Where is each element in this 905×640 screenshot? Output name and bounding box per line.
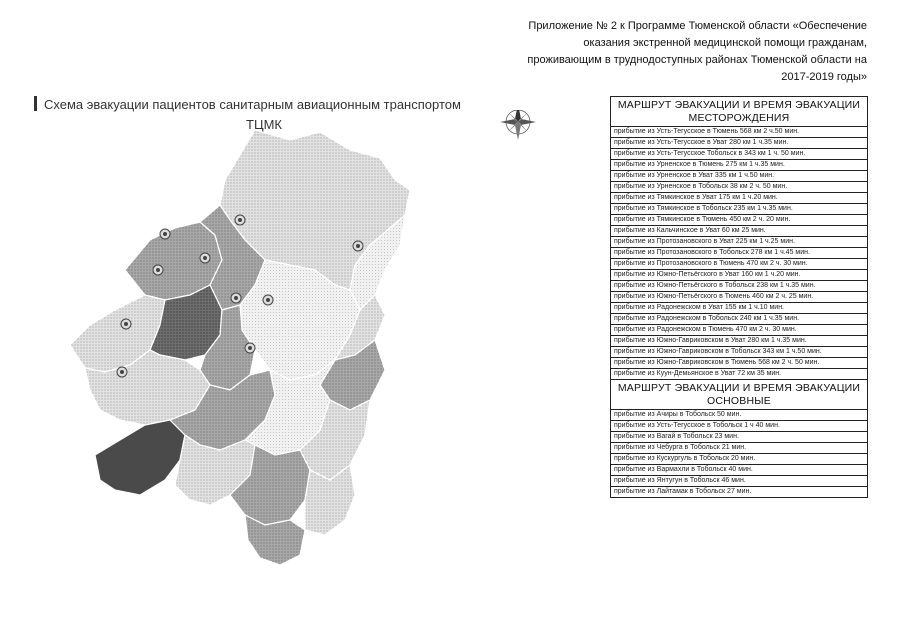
route-row: прибытие из Южно-Гавриковском в Тобольск 343 км 1 ч.50 мин. (611, 347, 867, 358)
route-row: прибытие из Тямкинское в Тюмень 450 км 2 ч. 20 мин. (611, 215, 867, 226)
route-row: прибытие из Радонежском в Тюмень 470 км 2 ч. 30 мин. (611, 325, 867, 336)
route-row: прибытие из Вагай в Тобольск 23 мин. (611, 432, 867, 443)
route-row: прибытие из Кускургуль в Тобольск 20 мин. (611, 454, 867, 465)
route-row: прибытие из Урненское в Тобольск 38 км 2 ч. 50 мин. (611, 182, 867, 193)
compass-rose-icon (500, 110, 536, 140)
route-row: прибытие из Тямкинское в Тобольск 235 км 1 ч.35 мин. (611, 204, 867, 215)
map-title-line1: Схема эвакуации пациентов санитарным авиационным транспортом (44, 97, 461, 112)
route-row: прибытие из Южно-Петьёгского в Тюмень 460 км 2 ч. 25 мин. (611, 292, 867, 303)
helicopter-pin-icon (160, 229, 170, 239)
region-bottom-south (245, 515, 305, 565)
appendix-note-line: проживающим в труднодоступных районах Тюменской области на (527, 54, 867, 66)
deposits-heading-line1: МАРШРУТ ЭВАКУАЦИИ И ВРЕМЯ ЭВАКУАЦИИ (617, 99, 861, 111)
route-row: прибытие из Усть-Тегусское в Тюмень 568 км 2 ч.50 мин. (611, 127, 867, 138)
appendix-note-line: оказания экстренной медицинской помощи гражданам, (583, 37, 867, 49)
helicopter-pin-icon (200, 253, 210, 263)
route-row: прибытие из Усть-Тегусское Тобольск в 343 км 1 ч. 50 мин. (611, 149, 867, 160)
route-row: прибытие из Южно-Гавриковском в Тюмень 568 км 2 ч. 50 мин. (611, 358, 867, 369)
route-row: прибытие из Протозановского в Уват 225 км 1 ч.25 мин. (611, 237, 867, 248)
helicopter-pin-icon (245, 343, 255, 353)
main-heading-line2: ОСНОВНЫЕ (707, 395, 771, 407)
route-row: прибытие из Куун-Демьянское в Уват 72 км 35 мин. (614, 370, 782, 377)
route-row: прибытие из Чебурга в Тобольск 21 мин. (611, 443, 867, 454)
route-row: прибытие из Южно-Гавриковском в Уват 280 км 1 ч.35 мин. (611, 336, 867, 347)
helicopter-pin-icon (153, 265, 163, 275)
region-map (50, 110, 560, 600)
route-row: прибытие из Усть-Тегусское в Тобольск 1 ч 40 мин. (611, 421, 867, 432)
deposits-rows (611, 127, 867, 379)
appendix-note (527, 18, 867, 86)
route-row: прибытие из Лайтамак в Тобольск 27 мин. (614, 488, 752, 495)
main-rows (611, 410, 867, 497)
route-row: прибытие из Кальчинское в Уват 60 км 25 мин. (611, 226, 867, 237)
region-map-svg (50, 110, 560, 600)
route-row: прибытие из Тямкинское в Уват 175 км 1 ч.20 мин. (611, 193, 867, 204)
route-row: прибытие из Южно-Петьёгского в Тобольск 238 км 1 ч.35 мин. (611, 281, 867, 292)
main-heading-line1: МАРШРУТ ЭВАКУАЦИИ И ВРЕМЯ ЭВАКУАЦИИ (617, 382, 861, 394)
route-row: прибытие из Янтугун в Тобольск 46 мин. (611, 476, 867, 487)
deposits-heading-line2: МЕСТОРОЖДЕНИЯ (688, 112, 790, 124)
route-row: прибытие из Урненское в Тюмень 275 км 1 ч.35 мин. (611, 160, 867, 171)
route-row: прибытие из Вармахли в Тобольск 40 мин. (611, 465, 867, 476)
route-row: прибытие из Южно-Петьёгского в Уват 160 км 1 ч.20 мин. (611, 270, 867, 281)
helicopter-pin-icon (121, 319, 131, 329)
map-title-line2: ТЦМК (246, 117, 282, 132)
route-row: прибытие из Усть-Тегусское в Уват 280 км 1 ч.35 мин. (611, 138, 867, 149)
route-row: прибытие из Радонежском в Уват 155 км 1 ч.10 мин. (611, 303, 867, 314)
title-marker (34, 96, 37, 111)
route-row: прибытие из Радонежском в Тобольск 240 км 1 ч.35 мин. (611, 314, 867, 325)
region-highlighted (95, 420, 185, 495)
route-row: прибытие из Протозановского в Тобольск 278 км 1 ч.45 мин. (611, 248, 867, 259)
route-row: прибытие из Урненское в Уват 335 км 1 ч.50 мин. (611, 171, 867, 182)
appendix-note-line: Приложение № 2 к Программе Тюменской области «Обеспечение (528, 20, 867, 32)
route-row: прибытие из Протозановского в Тюмень 470 км 2 ч. 30 мин. (611, 259, 867, 270)
deposits-heading (611, 97, 867, 127)
helicopter-pin-icon (231, 293, 241, 303)
helicopter-pin-icon (263, 295, 273, 305)
routes-table (610, 96, 868, 498)
route-row: прибытие из Ачиры в Тобольск 50 мин. (611, 410, 867, 421)
main-heading (611, 379, 867, 410)
appendix-note-line: 2017-2019 годы» (781, 71, 867, 83)
helicopter-pin-icon (353, 241, 363, 251)
helicopter-pin-icon (235, 215, 245, 225)
helicopter-pin-icon (117, 367, 127, 377)
